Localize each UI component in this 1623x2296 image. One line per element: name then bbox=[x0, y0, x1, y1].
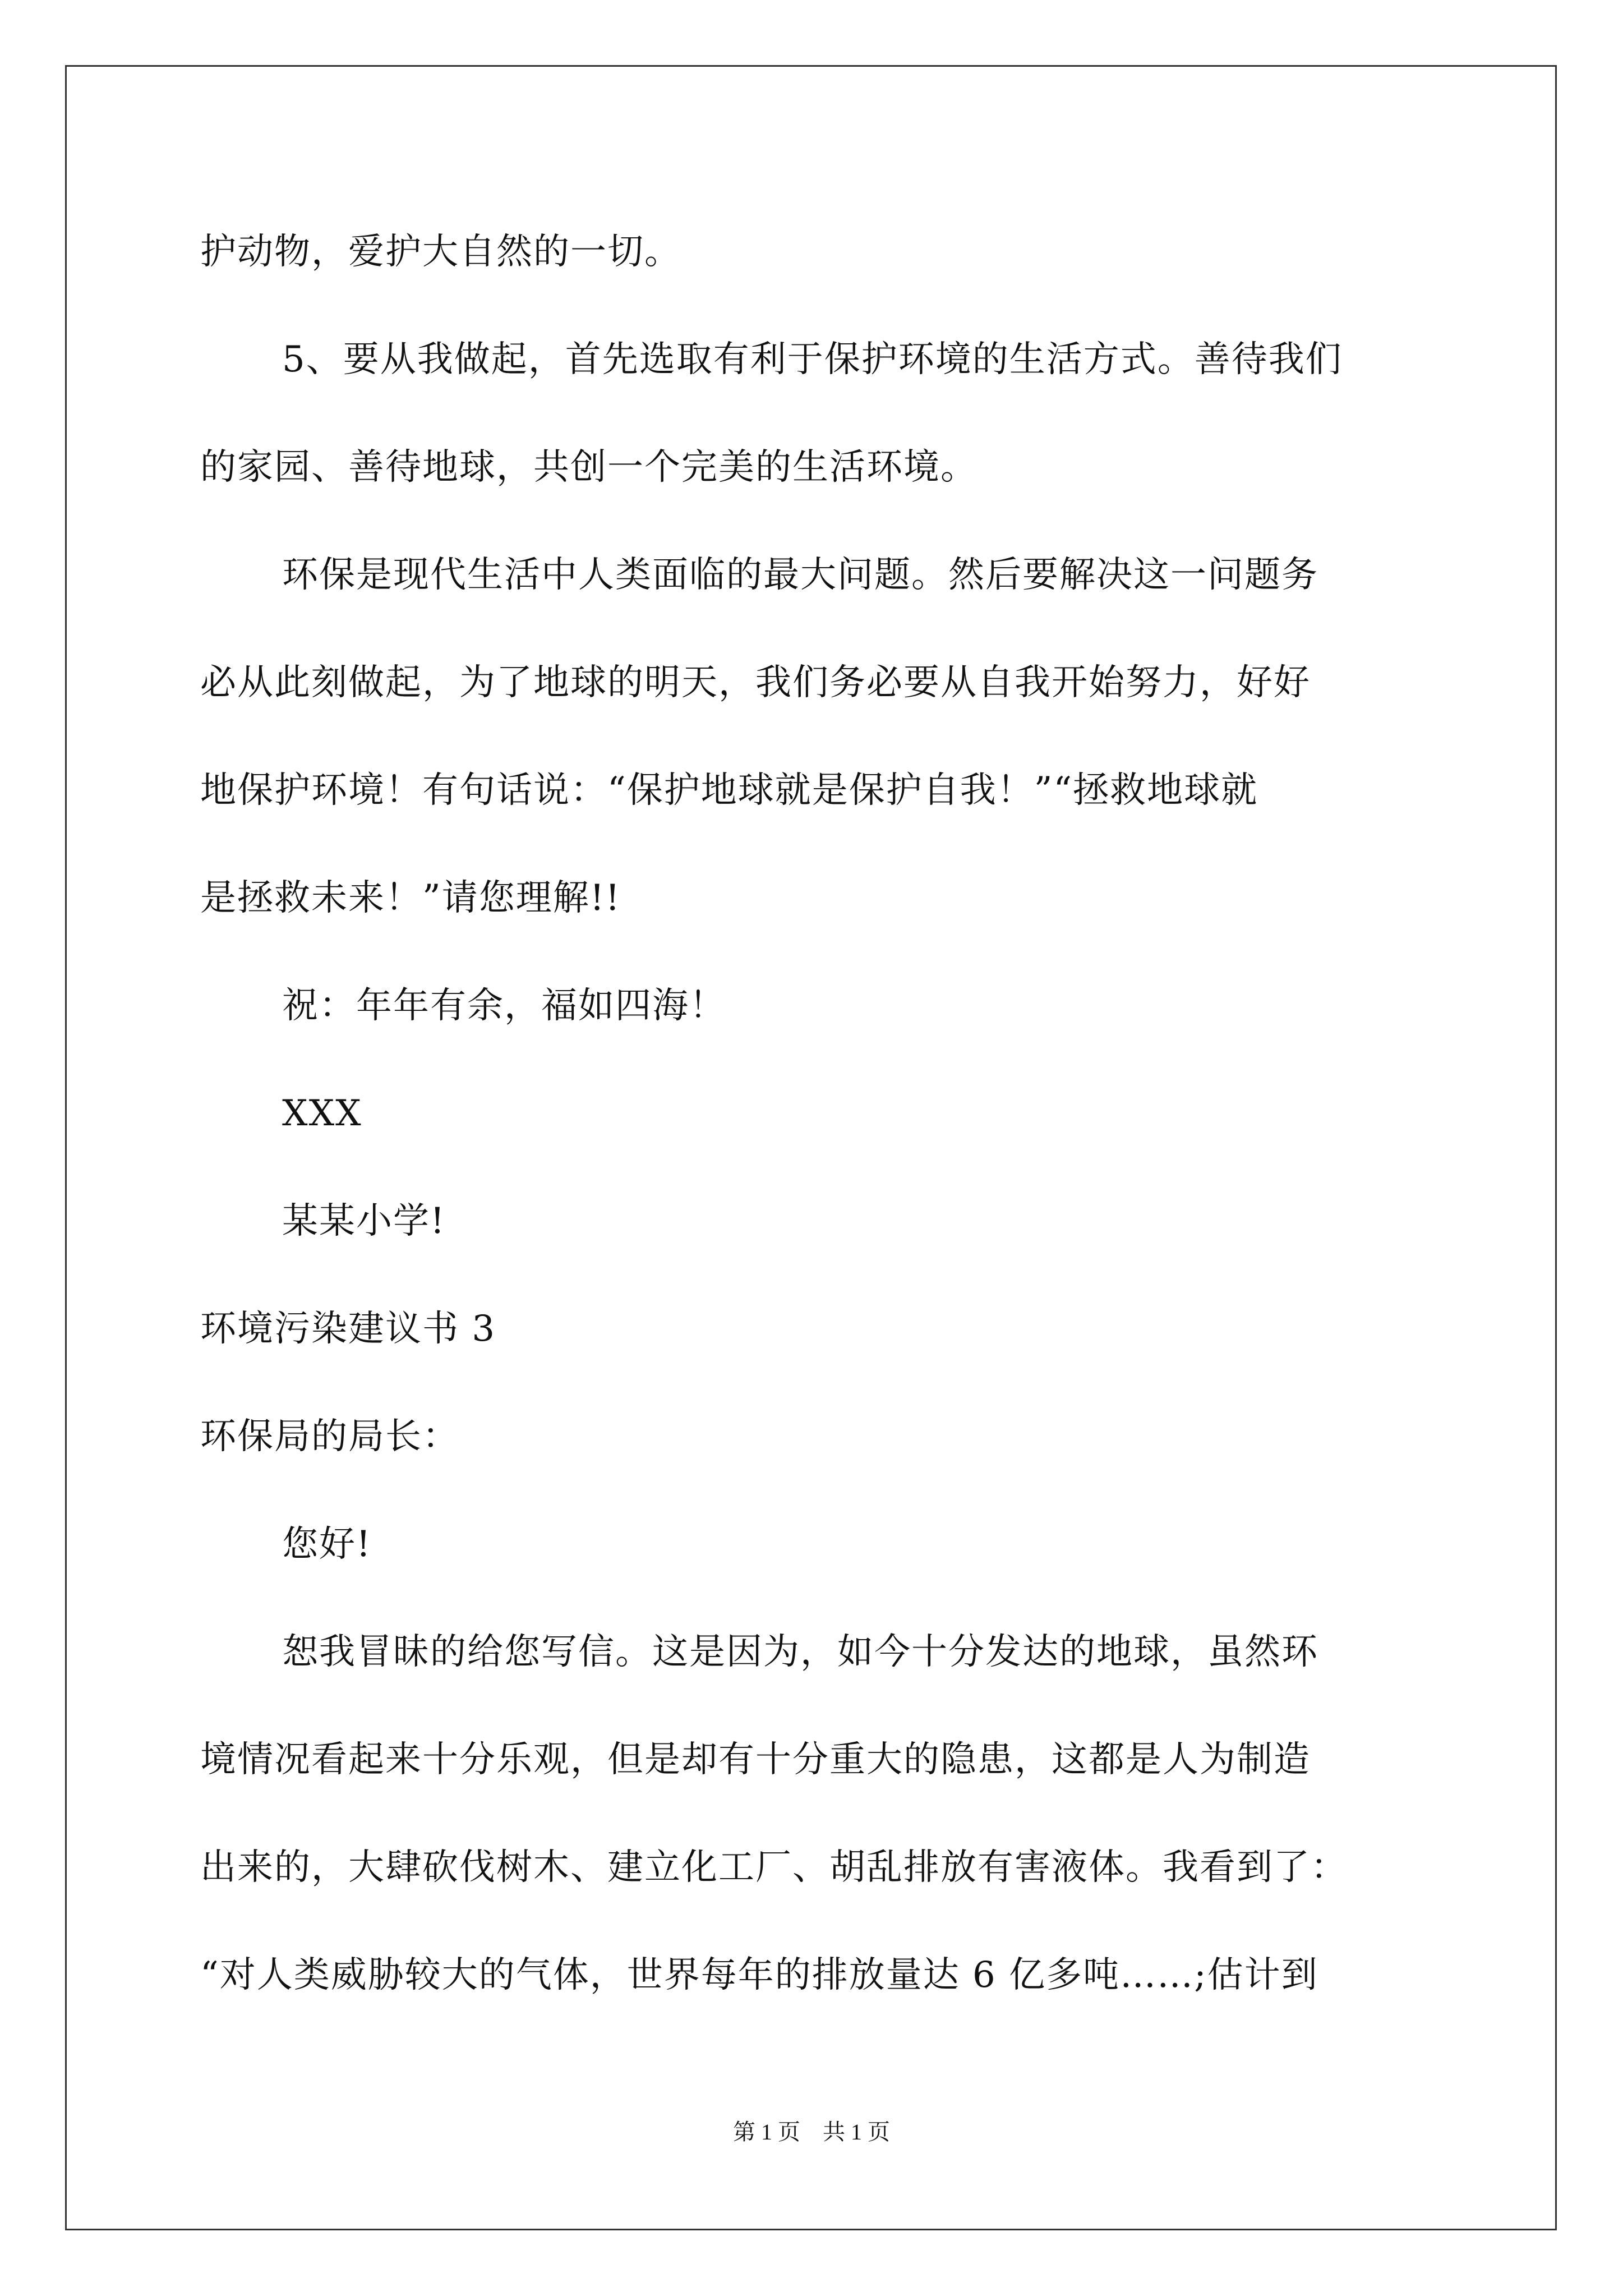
text-line: 地保护环境！有句话说：“保护地球就是保护自我！”“拯救地球就 bbox=[200, 770, 1258, 811]
greeting: 您好! bbox=[282, 1524, 372, 1565]
text-line: 护动物，爱护大自然的一切。 bbox=[200, 231, 681, 273]
section-heading: 环境污染建议书 3 bbox=[200, 1308, 496, 1350]
text-line: 某某小学! bbox=[282, 1200, 446, 1242]
text-line: 祝：年年有余，福如四海！ bbox=[282, 985, 726, 1027]
page-border bbox=[65, 65, 1557, 2230]
text-line: 5、要从我做起，首先选取有利于保护环境的生活方式。善待我们 bbox=[282, 339, 1343, 380]
text-line: XXX bbox=[282, 1093, 362, 1134]
text-line: 出来的，大肆砍伐树木、建立化工厂、胡乱排放有害液体。我看到了： bbox=[200, 1847, 1348, 1888]
text-line: “对人类威胁较大的气体，世界每年的排放量达 6 亿多吨……;估计到 bbox=[200, 1954, 1318, 1996]
page-number-footer: 第 1 页 共 1 页 bbox=[733, 2119, 890, 2145]
text-line: 是拯救未来！”请您理解!! bbox=[200, 877, 621, 919]
text-line: 的家园、善待地球，共创一个完美的生活环境。 bbox=[200, 447, 978, 488]
salutation: 环保局的局长： bbox=[200, 1416, 459, 1457]
text-line: 境情况看起来十分乐观，但是却有十分重大的隐患，这都是人为制造 bbox=[200, 1739, 1311, 1780]
text-line: 恕我冒昧的给您写信。这是因为，如今十分发达的地球，虽然环 bbox=[282, 1631, 1318, 1673]
text-line: 必从此刻做起，为了地球的明天，我们务必要从自我开始努力，好好 bbox=[200, 662, 1311, 703]
text-line: 环保是现代生活中人类面临的最大问题。然后要解决这一问题务 bbox=[282, 554, 1318, 596]
